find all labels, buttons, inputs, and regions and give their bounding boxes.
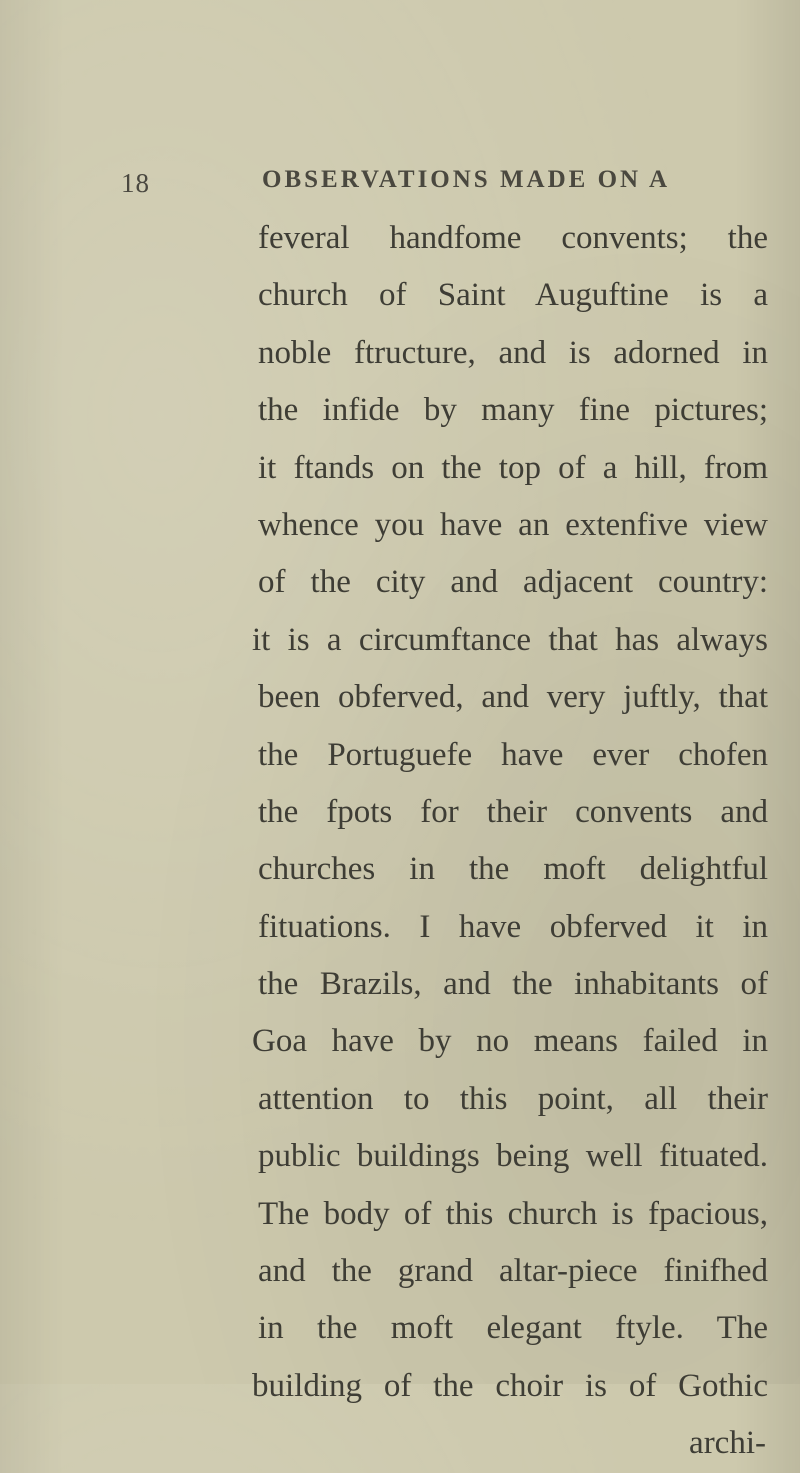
body-text	[252, 210, 768, 1473]
text-line: feveral handfome convents; the	[258, 220, 768, 256]
text-line: it is a circumftance that has always	[252, 621, 768, 658]
text-line: it ftands on the top of a hill, from	[258, 449, 768, 486]
text-line: and the grand altar-piece finifhed	[258, 1253, 768, 1290]
text-line: fituations. I have obferved it in	[258, 908, 768, 945]
text-line: public buildings being well fituated.	[258, 1138, 768, 1175]
text-line: the infide by many fine pictures;	[258, 392, 768, 429]
text-line: building of the choir is of Gothic	[252, 1367, 768, 1404]
text-line: in the moft elegant ftyle. The	[258, 1310, 768, 1347]
text-line: whence you have an extenfive view	[258, 506, 768, 543]
running-head: OBSERVATIONS MADE ON A	[262, 166, 671, 193]
text-line: been obferved, and very juftly, that	[258, 679, 768, 716]
text-line: noble ftructure, and is adorned in	[258, 334, 768, 371]
text-line: Goa have by no means failed in	[252, 1023, 768, 1060]
catchword: archi-	[689, 1425, 766, 1462]
text-line: churches in the moft delightful	[258, 851, 768, 888]
text-line: of the city and adjacent country:	[258, 564, 768, 601]
text-line: The body of this church is fpacious,	[258, 1195, 768, 1232]
text-line: church of Saint Auguftine is a	[258, 277, 768, 314]
text-line: the fpots for their convents and	[258, 793, 768, 830]
text-line: the Brazils, and the inhabitants of	[258, 966, 768, 1003]
text-line: attention to this point, all their	[258, 1080, 768, 1117]
text-line: the Portuguefe have ever chofen	[258, 736, 768, 773]
page-number: 18	[121, 168, 150, 198]
